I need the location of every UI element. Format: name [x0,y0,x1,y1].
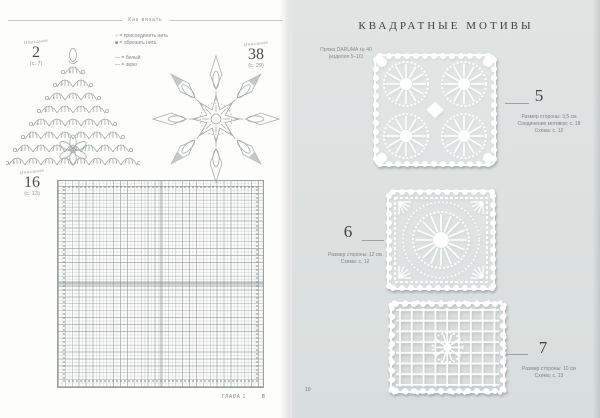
motif-6-caption [300,252,410,266]
svg-text:3: 3 [29,134,32,139]
legend-item: — = экрю [115,62,137,68]
legend-item: ■ = обрезать нить [115,40,157,46]
motif-number: 16 [24,174,40,191]
left-page [0,0,292,418]
motif-number: 2 [32,44,40,61]
left-page-footer [0,394,292,406]
chapter-label: ГЛАВА 1 [222,394,246,400]
svg-text:8: 8 [69,69,72,74]
triangle-crochet-chart [6,46,140,180]
motif-number: 7 [538,338,548,357]
caption-line: Схема: с. 13 [534,373,564,379]
leader-line [362,240,384,241]
motif-6-photo [385,188,497,292]
star-crochet-chart [142,48,290,186]
motif-5-caption [498,114,600,135]
yarn-note-line: Пряжа DARUMA № 40 [320,47,372,53]
motif-page-ref: (с. 13) [24,191,40,197]
caption-line: Размер стороны: 12 см [328,252,382,258]
caption-line: Схема: с. 12 [340,259,370,265]
motif-16-label [10,169,54,197]
left-page-number: 8 [262,394,265,400]
page-title: КВАДРАТНЫЕ МОТИВЫ [358,20,534,32]
motif-number: 5 [534,86,544,105]
filet-grid-crochet-chart [57,180,264,388]
svg-text:1: 1 [13,160,16,165]
motif-5-photo [372,52,498,168]
legend-item: ○ = присоединить нить [115,33,169,39]
motif-7-caption [498,366,600,380]
yarn-note-line: (изделия 5–10) [328,54,364,60]
caption-line: Размер стороны: 3,5 см [521,114,577,120]
motif-page-ref: (с. 7) [29,61,43,67]
right-page [292,0,600,418]
leader-line [506,354,528,355]
svg-text:6: 6 [53,95,56,100]
motif-page-ref: (с. 29) [248,63,264,69]
arc-label: Описание [243,39,269,48]
header-rule [8,17,283,23]
rule-line [169,20,283,21]
svg-text:4: 4 [37,121,40,126]
caption-line: Схема: с. 12 [534,128,564,134]
motif-number: 38 [248,46,264,63]
arc-label: Описание [19,167,45,176]
svg-text:2: 2 [21,147,24,152]
caption-line: Соединение мотивов: с. 18 [517,121,581,127]
motif-7-photo [388,300,507,395]
rule-line [8,20,122,21]
svg-text:5: 5 [45,108,48,113]
svg-text:7: 7 [61,82,64,87]
caption-line: Размер стороны: 10 см [522,366,576,372]
arc-label: Описание [23,37,49,46]
legend-item: — = белый [115,55,141,61]
leader-line [505,103,529,104]
header-label: Как вязать [128,17,163,23]
right-page-number: 10 [305,387,311,393]
motif-number: 6 [343,222,353,241]
